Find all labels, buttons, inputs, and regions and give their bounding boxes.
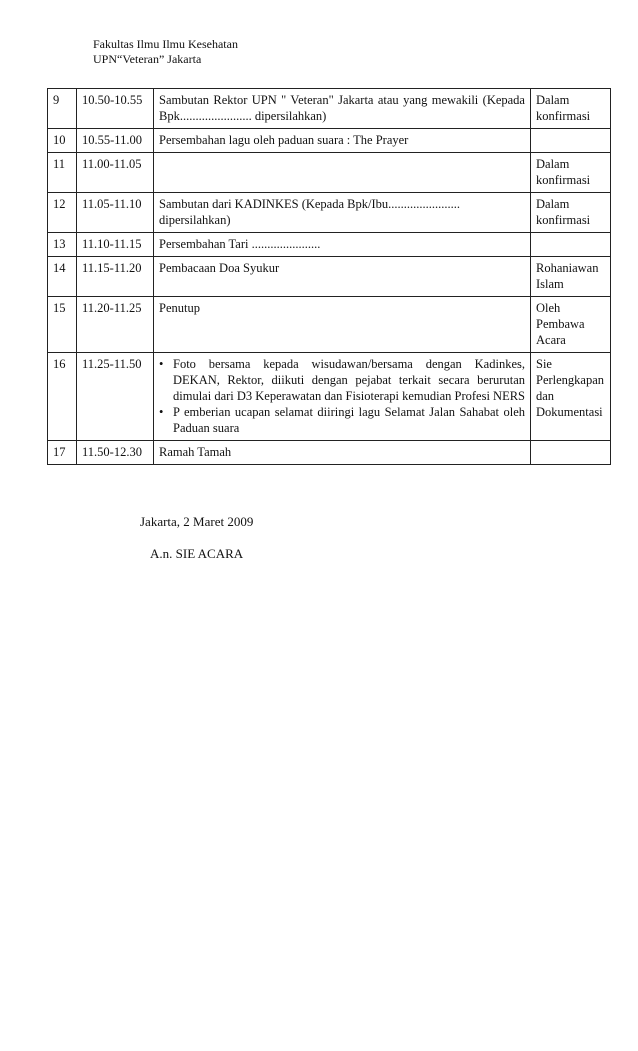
row-number: 13 xyxy=(48,233,77,257)
row-activity xyxy=(154,153,531,193)
row-person-in-charge: Dalam konfirmasi xyxy=(531,153,611,193)
row-time: 11.00-11.05 xyxy=(77,153,154,193)
row-number: 11 xyxy=(48,153,77,193)
list-item-text: P emberian ucapan selamat diiringi lagu Selamat Jalan Sahabat oleh Paduan suara xyxy=(173,405,525,435)
row-time: 11.20-11.25 xyxy=(77,297,154,353)
row-activity xyxy=(154,353,531,441)
row-activity: Pembacaan Doa Syukur xyxy=(154,257,531,297)
row-number: 12 xyxy=(48,193,77,233)
row-activity: Penutup xyxy=(154,297,531,353)
row-number: 15 xyxy=(48,297,77,353)
row-person-in-charge xyxy=(531,441,611,465)
row-activity: Persembahan lagu oleh paduan suara : The Prayer xyxy=(154,129,531,153)
activity-list xyxy=(159,356,525,436)
row-time: 11.50-12.30 xyxy=(77,441,154,465)
list-item xyxy=(159,404,525,436)
table-row xyxy=(48,193,611,233)
row-person-in-charge: Sie Perlengkapan dan Dokumentasi xyxy=(531,353,611,441)
list-item-text: Foto bersama kepada wisudawan/bersama dengan Kadinkes, DEKAN, Rektor, diikuti dengan pejabat terkait secara berurutan dimulai dari D3 Keperawatan dan Fisioterapi kemudian Profesi NERS xyxy=(173,357,526,403)
schedule-table xyxy=(47,88,611,465)
row-activity: Persembahan Tari ...................... xyxy=(154,233,531,257)
row-number: 17 xyxy=(48,441,77,465)
row-number: 14 xyxy=(48,257,77,297)
row-person-in-charge: Oleh Pembawa Acara xyxy=(531,297,611,353)
table-row xyxy=(48,441,611,465)
row-time: 11.10-11.15 xyxy=(77,233,154,257)
university-name: UPN“Veteran” Jakarta xyxy=(93,52,202,66)
table-row xyxy=(48,297,611,353)
row-number: 16 xyxy=(48,353,77,441)
faculty-name: Fakultas Ilmu Ilmu Kesehatan xyxy=(93,37,238,51)
row-time: 10.55-11.00 xyxy=(77,129,154,153)
row-person-in-charge xyxy=(531,233,611,257)
bullet-icon: • xyxy=(159,405,164,419)
table-row xyxy=(48,129,611,153)
list-item xyxy=(159,356,525,404)
row-time: 10.50-10.55 xyxy=(77,89,154,129)
row-time: 11.15-11.20 xyxy=(77,257,154,297)
table-row xyxy=(48,353,611,441)
row-activity: Sambutan Rektor UPN " Veteran" Jakarta atau yang mewakili (Kepada Bpk....................... dipersilahkan) xyxy=(154,89,531,129)
bullet-icon: • xyxy=(159,357,164,371)
row-person-in-charge: Dalam konfirmasi xyxy=(531,193,611,233)
row-person-in-charge xyxy=(531,129,611,153)
row-number: 9 xyxy=(48,89,77,129)
table-row xyxy=(48,153,611,193)
table-row xyxy=(48,89,611,129)
row-activity: Ramah Tamah xyxy=(154,441,531,465)
page-header xyxy=(93,37,238,67)
row-time: 11.05-11.10 xyxy=(77,193,154,233)
row-person-in-charge: Rohaniawan Islam xyxy=(531,257,611,297)
row-activity: Sambutan dari KADINKES (Kepada Bpk/Ibu....................... dipersilahkan) xyxy=(154,193,531,233)
signature-date: Jakarta, 2 Maret 2009 xyxy=(140,514,254,529)
row-number: 10 xyxy=(48,129,77,153)
table-row xyxy=(48,233,611,257)
signature-role: A.n. SIE ACARA xyxy=(150,546,244,561)
table-row xyxy=(48,257,611,297)
row-time: 11.25-11.50 xyxy=(77,353,154,441)
row-person-in-charge: Dalam konfirmasi xyxy=(531,89,611,129)
